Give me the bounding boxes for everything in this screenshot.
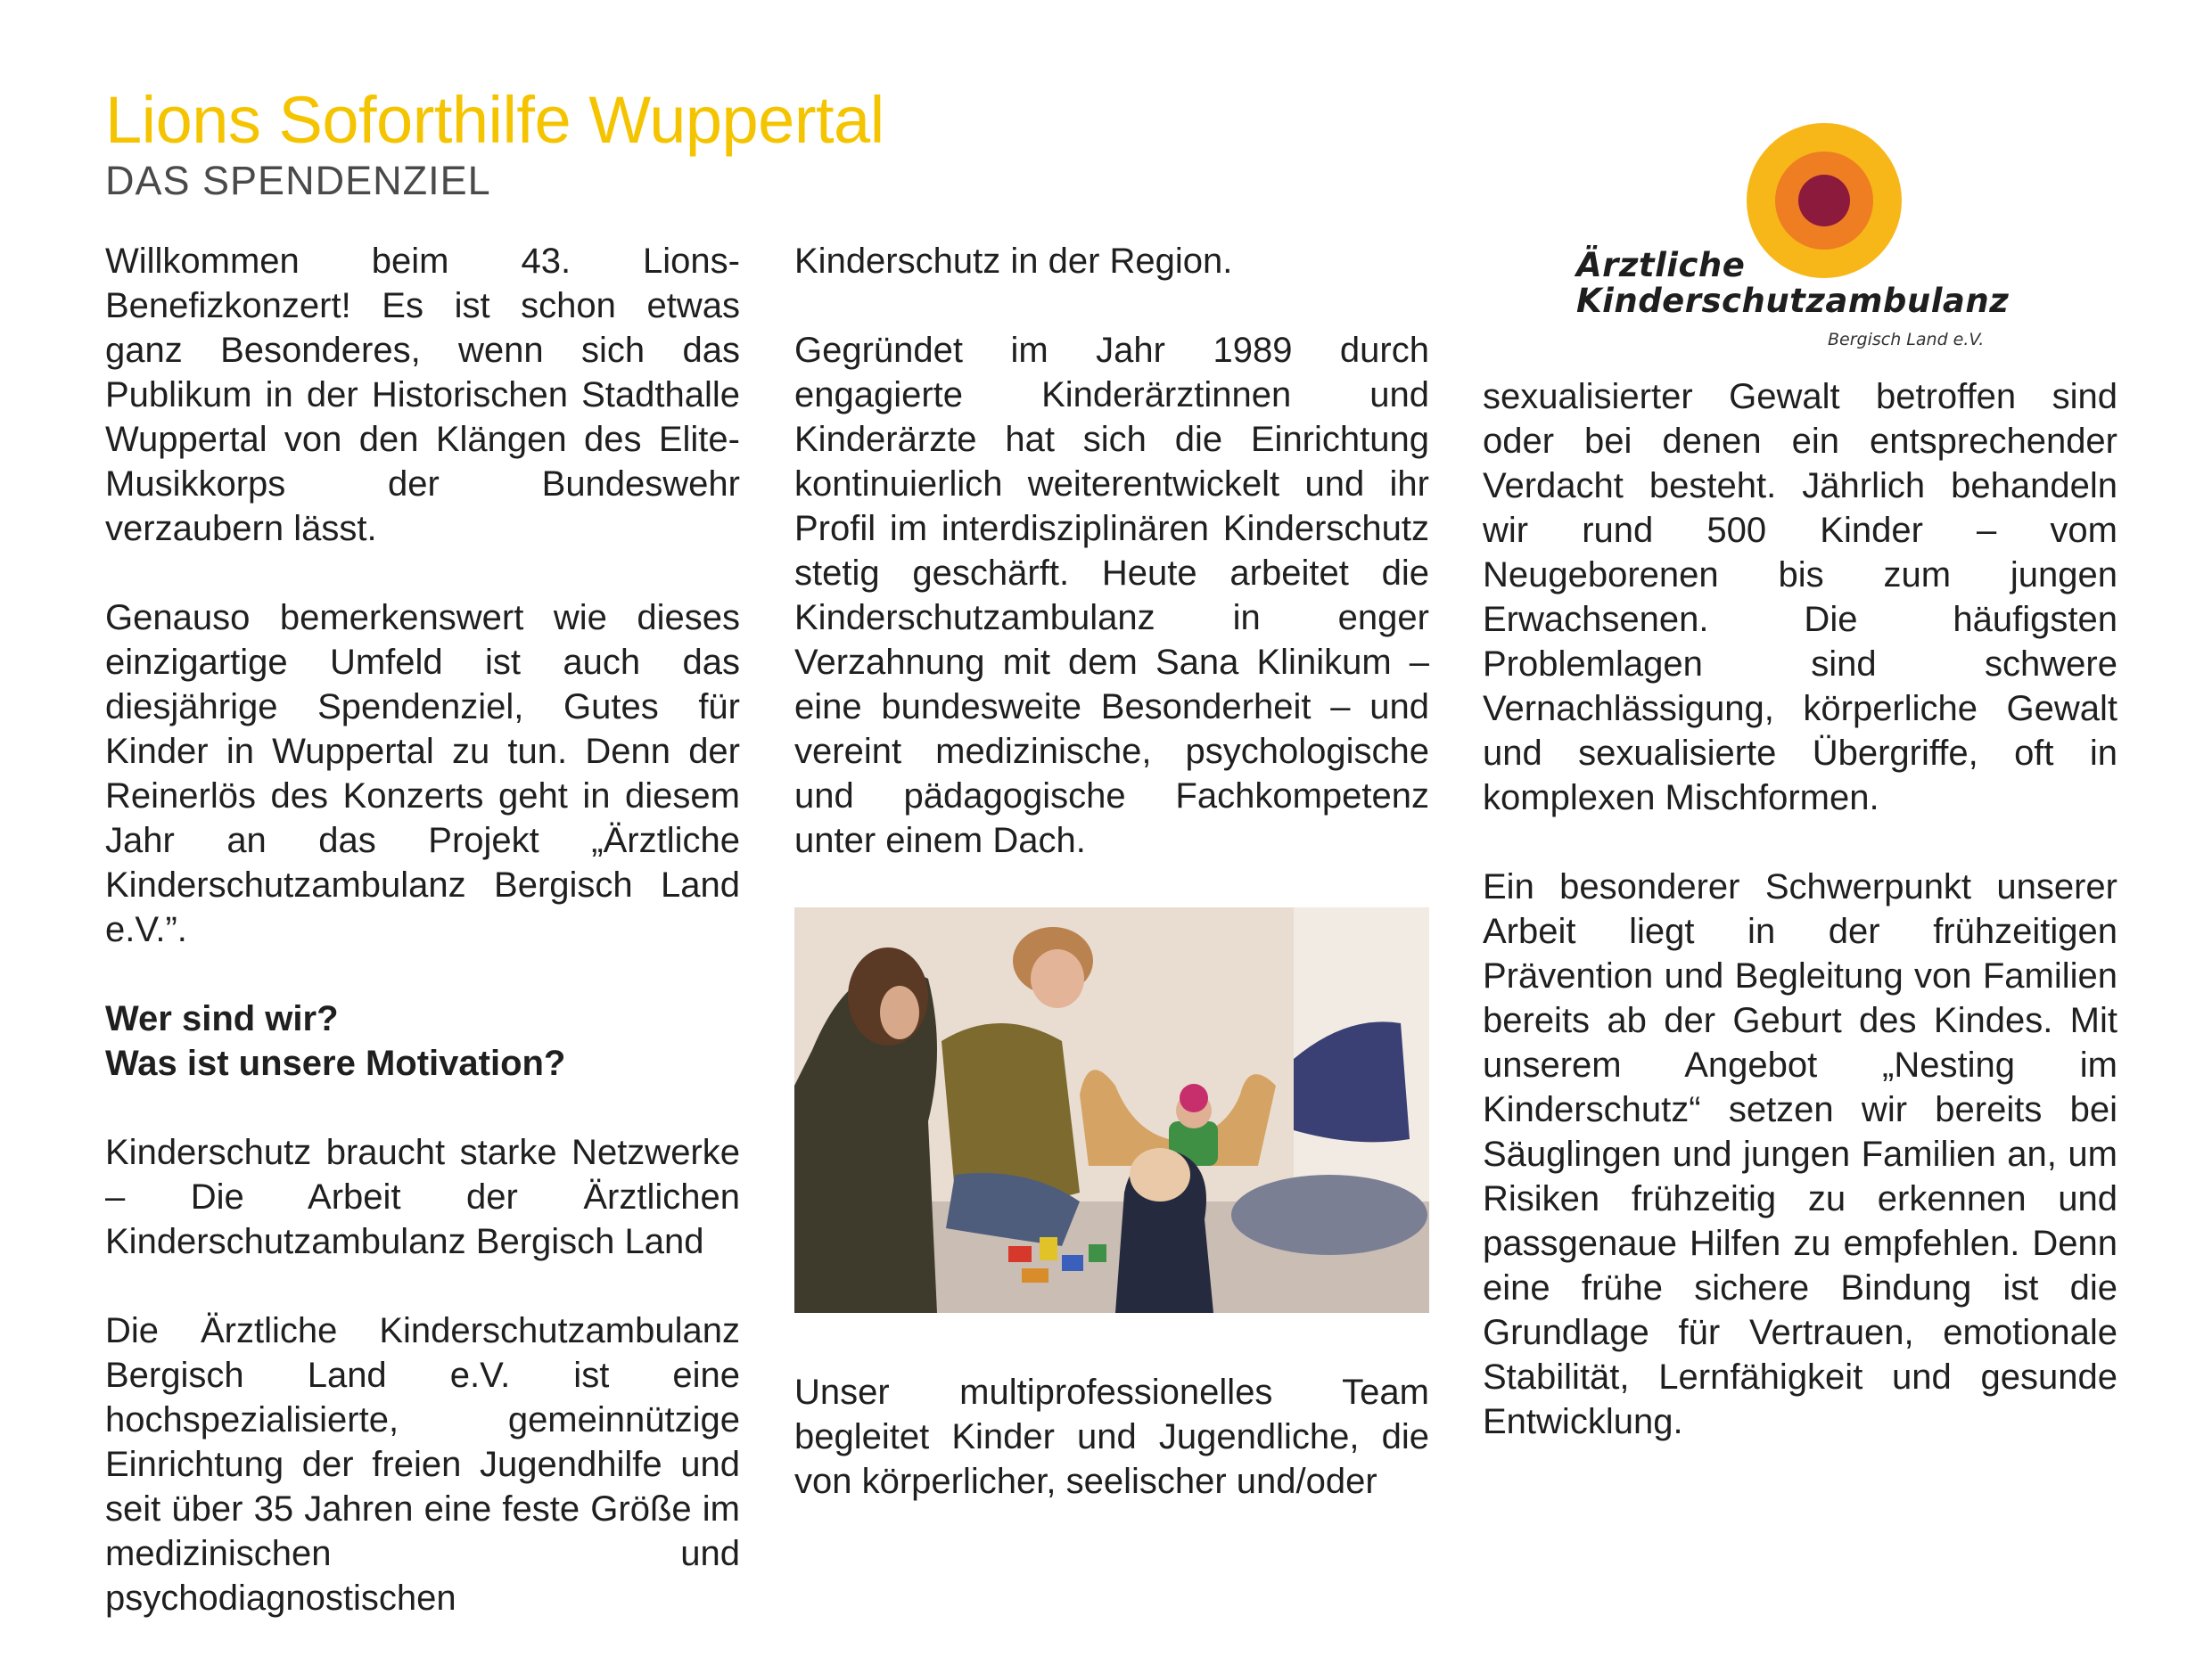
playroom-illustration: [794, 907, 1429, 1313]
heading-motivation: Was ist unsere Motivation?: [105, 1044, 566, 1083]
column-1: [105, 239, 740, 1665]
organization-paragraph: Die Ärztliche Kinderschutzambulanz Bergisch Land e.V. ist eine hochspezialisierte, gemeinnützige Einrichtung der freien Jugendhilfe und seit über 35 Jahren eine feste Größe im medizinischen und psychodiagnostischen: [105, 1311, 740, 1618]
page-title: Lions Soforthilfe Wuppertal: [105, 83, 884, 157]
column-3: [1483, 374, 2117, 1489]
donation-paragraph: Genauso bemerkenswert wie dieses einzigartige Umfeld ist auch das diesjährige Spendenziel, Gutes für Kinder in Wuppertal zu tun. Denn der Reinerlös des Konzerts geht in diesem Jahr an das Projekt „Ärztliche Kinderschutzambulanz Bergisch Land e.V.”.: [105, 598, 740, 949]
logo-text-line1: Ärztliche: [1576, 246, 1746, 284]
target-circles-icon: [1735, 123, 1913, 301]
prevention-paragraph: Ein besonderer Schwerpunkt unserer Arbeit liegt in der frühzeitigen Prävention und Begleitung von Familien bereits ab der Geburt des Kindes. Mit unserem Angebot „Nesting im Kinderschutz“ setzen wir bereits bei Säuglingen und jungen Familien an, um Risiken frühzeitig zu erkennen und passgenaue Hilfen zu empfehlen. Denn eine frühe sichere Bindung ist die Grundlage für Vertrauen, emotionale Stabilität, Lernfähigkeit und gesunde Entwicklung.: [1483, 867, 2117, 1441]
heading-who: Wer sind wir?: [105, 999, 339, 1038]
logo-text-line2: Kinderschutzambulanz: [1576, 282, 2010, 320]
intro-paragraph: Willkommen beim 43. Lions-Benefizkonzert! Es ist schon etwas ganz Besonderes, wenn sich das Publikum in der Historischen Stadthalle Wuppertal von den Klängen des Elite-Musikkorps der Bundeswehr verzaubern lässt.: [105, 242, 740, 548]
network-paragraph: Kinderschutz braucht starke Netzwerke – Die Arbeit der Ärztlichen Kinderschutzambulanz Bergisch Land: [105, 1133, 740, 1261]
team-paragraph: Unser multiprofessionelles Team begleitet Kinder und Jugendliche, die von körperlicher, seelischer und/oder: [794, 1373, 1429, 1501]
section-heading: [105, 997, 740, 1086]
history-paragraph: Gegründet im Jahr 1989 durch engagierte Kinderärztinnen und Kinderärzte hat sich die Einrichtung kontinuierlich weiterentwickelt und ihr Profil im interdisziplinären Kinderschutz stetig geschärft. Heute arbeitet die Kinderschutzambulanz in enger Verzahnung mit dem Sana Klinikum – eine bundesweite Besonderheit – und vereint medizinische, psychologische und pädagogische Fachkompetenz unter einem Dach.: [794, 331, 1429, 860]
column-2: [794, 239, 1429, 1548]
kinderschutzambulanz-logo: [1576, 123, 2022, 355]
region-paragraph: Kinderschutz in der Region.: [794, 242, 1233, 281]
header: [105, 82, 884, 203]
logo-text-line3: Bergisch Land e.V.: [1828, 330, 1985, 349]
violence-paragraph: sexualisierter Gewalt betroffen sind oder bei denen ein entsprechender Verdacht besteht. Jährlich behandeln wir rund 500 Kinder – vom Neugeborenen bis zum jungen Erwachsenen. Die häufigsten Problemlagen sind schwere Vernachlässigung, körperliche Gewalt und sexualisierte Übergriffe, oft in komplexen Mischformen.: [1483, 377, 2117, 817]
logo-inner-dot: [1798, 175, 1850, 226]
page-subtitle: DAS SPENDENZIEL: [105, 158, 491, 203]
playroom-photo: [794, 907, 1429, 1313]
